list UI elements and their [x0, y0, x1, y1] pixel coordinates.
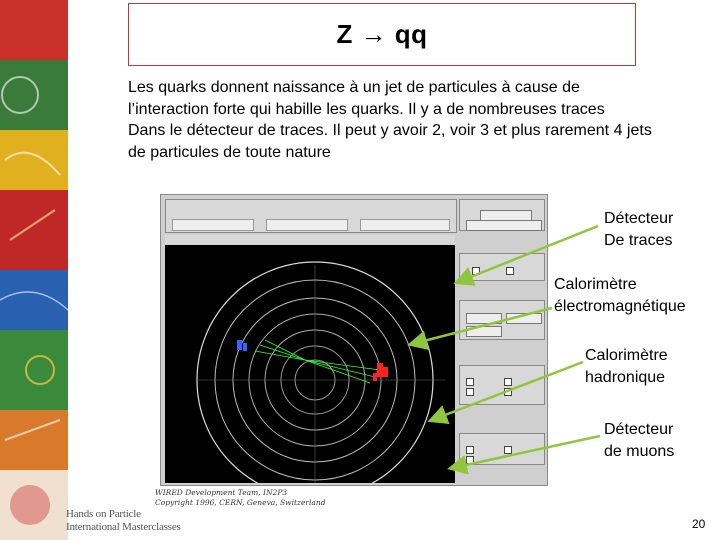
layer-checkbox	[504, 388, 512, 396]
layer-checkbox	[504, 446, 512, 454]
panel-button	[466, 313, 502, 324]
title-box	[128, 3, 636, 66]
views-group	[459, 300, 545, 340]
mode-checkbox	[506, 267, 514, 275]
info-cell	[266, 219, 348, 231]
panel-field	[466, 220, 542, 231]
label-track-detector	[604, 208, 673, 252]
layer-checkbox	[466, 388, 474, 396]
layer-checkbox	[466, 456, 474, 464]
selection-group	[459, 199, 545, 231]
mode-checkbox	[472, 267, 480, 275]
label-hadronic-calorimeter	[585, 345, 668, 389]
label-line: Calorimètre	[585, 347, 668, 364]
footer-line: Hands on Particle	[66, 508, 141, 520]
label-line: Calorimètre	[554, 276, 637, 293]
image-credit	[155, 488, 326, 508]
label-line: de muons	[604, 443, 675, 460]
label-em-calorimeter	[554, 274, 686, 318]
body-line: Les quarks donnent naissance à un jet de particules à cause de	[128, 79, 580, 96]
layer-checkbox	[466, 378, 474, 386]
body-text	[128, 77, 718, 163]
footer-logo	[66, 508, 181, 534]
label-muon-detector	[604, 419, 674, 463]
label-line: Détecteur	[604, 210, 674, 227]
detector-view	[165, 245, 455, 483]
layer-checkbox	[466, 446, 474, 454]
forward-group	[459, 433, 545, 465]
decorative-strip	[0, 0, 68, 540]
mode-group	[459, 253, 545, 281]
body-line: Dans le détecteur de traces. Il peut y avoir 2, voir 3 et plus rarement 4 jets	[128, 122, 652, 139]
info-cell	[360, 219, 450, 231]
body-line: de particules de toute nature	[128, 143, 331, 161]
credit-line: WIRED Development Team, IN2P3	[155, 488, 288, 497]
scope-header-bar	[165, 235, 455, 244]
barrel-group	[459, 365, 545, 405]
event-info-panel	[165, 199, 457, 233]
page-number: 20	[692, 517, 706, 531]
label-line: De traces	[604, 232, 673, 249]
panel-button	[466, 326, 502, 337]
label-line: Détecteur	[604, 421, 674, 438]
label-line: hadronique	[585, 369, 666, 386]
layer-checkbox	[504, 378, 512, 386]
body-line: l’interaction forte qui habille les quarks. Il y a de nombreuses traces	[128, 100, 605, 118]
credit-line: Copyright 1996, CERN, Geneva, Switzerland	[155, 498, 326, 507]
footer-line: International Masterclasses	[66, 521, 181, 533]
info-cell	[172, 219, 254, 231]
slide-title: Z → qq	[336, 19, 428, 49]
panel-button	[506, 313, 542, 324]
label-line: électromagnétique	[554, 298, 686, 315]
event-display-image	[160, 194, 548, 486]
